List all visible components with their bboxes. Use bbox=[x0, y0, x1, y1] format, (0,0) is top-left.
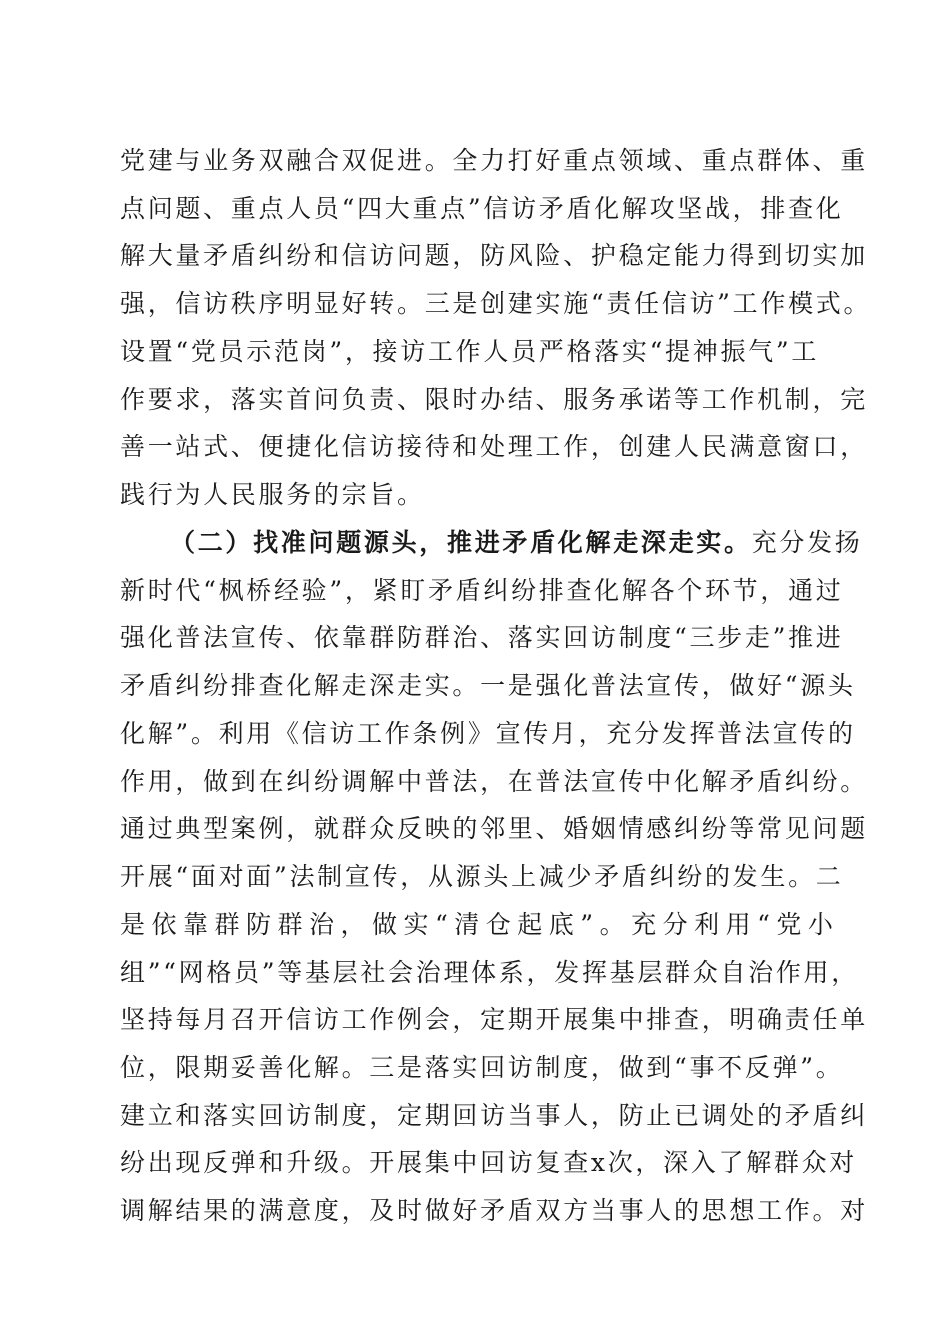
text-line: 位，限期妥善化解。三是落实回访制度，做到“事不反弹”。 bbox=[120, 1053, 844, 1082]
text-line: 调解结果的满意度，及时做好矛盾双方当事人的思想工作。对 bbox=[120, 1196, 868, 1225]
text-line: 善一站式、便捷化信访接待和处理工作，创建人民满意窗口， bbox=[120, 432, 868, 461]
text-line: 解大量矛盾纠纷和信访问题，防风险、护稳定能力得到切实加 bbox=[120, 241, 868, 270]
text-line: 通过典型案例，就群众反映的邻里、婚姻情感纠纷等常见问题 bbox=[120, 814, 868, 843]
section-heading-tail: 充分发扬 bbox=[751, 528, 863, 557]
text-line: 作要求，落实首问负责、限时办结、服务承诺等工作机制，完 bbox=[120, 385, 868, 414]
text-line: 新时代“枫桥经验”，紧盯矛盾纠纷排查化解各个环节，通过 bbox=[120, 576, 844, 605]
text-line: 点问题、重点人员“四大重点”信访矛盾化解攻坚战，排查化 bbox=[120, 194, 844, 223]
text-line: 开展“面对面”法制宣传，从源头上减少矛盾纠纷的发生。二 bbox=[120, 862, 844, 891]
text-line: 作用，做到在纠纷调解中普法，在普法宣传中化解矛盾纠纷。 bbox=[120, 767, 868, 796]
section-heading-line bbox=[170, 528, 863, 558]
text-line: 设置“党员示范岗”，接访工作人员严格落实“提神振气”工 bbox=[120, 337, 820, 366]
text-line: 强化普法宣传、依靠群防群治、落实回访制度“三步走”推进 bbox=[120, 623, 844, 652]
text-line: 践行为人民服务的宗旨。 bbox=[120, 480, 425, 509]
text-line: 纷出现反弹和升级。开展集中回访复查x次，深入了解群众对 bbox=[120, 1148, 858, 1177]
text-line: 组”“网格员”等基层社会治理体系，发挥基层群众自治作用， bbox=[120, 958, 859, 987]
text-line: 矛盾纠纷排查化解走深走实。一是强化普法宣传，做好“源头 bbox=[120, 671, 856, 700]
text-line: 坚持每月召开信访工作例会，定期开展集中排查，明确责任单 bbox=[120, 1005, 868, 1034]
text-line: 化解”。利用《信访工作条例》宣传月，充分发挥普法宣传的 bbox=[120, 719, 856, 748]
text-line: 强，信访秩序明显好转。三是创建实施“责任信访”工作模式。 bbox=[120, 289, 872, 318]
section-heading: （二）找准问题源头，推进矛盾化解走深走实。 bbox=[170, 528, 752, 557]
text-line: 党建与业务双融合双促进。全力打好重点领域、重点群体、重 bbox=[120, 146, 868, 175]
text-line: 建立和落实回访制度，定期回访当事人，防止已调处的矛盾纠 bbox=[120, 1101, 868, 1130]
text-line: 是依靠群防群治，做实“清仓起底”。充分利用“党小 bbox=[120, 910, 840, 939]
